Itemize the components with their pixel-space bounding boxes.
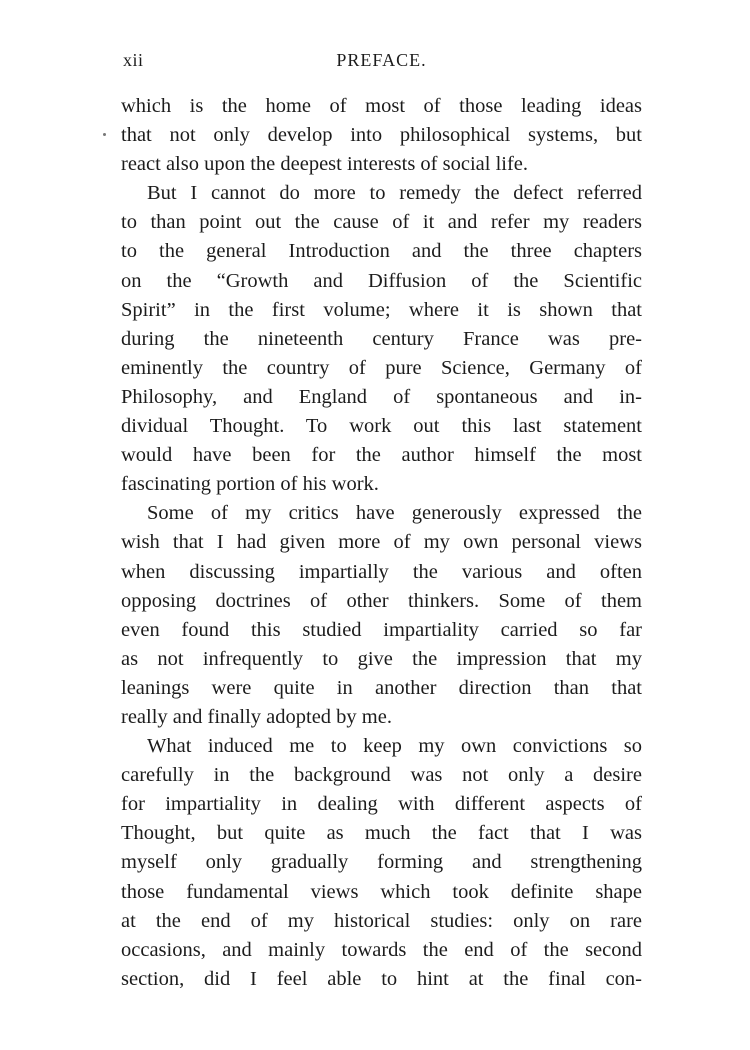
text-line: on the “Growth and Diffusion of the Scientific bbox=[121, 269, 642, 292]
text-line: dividual Thought. To work out this last statement bbox=[121, 415, 642, 438]
text-line: leanings were quite in another direction than that bbox=[121, 676, 642, 699]
text-line: at the end of my historical studies: only on rare bbox=[121, 909, 642, 932]
text-line: carefully in the background was not only a desire bbox=[121, 764, 642, 787]
text-line: Spirit” in the first volume; where it is shown that bbox=[121, 298, 642, 321]
text-line: occasions, and mainly towards the end of the second bbox=[121, 938, 642, 961]
text-line: to the general Introduction and the three chapters bbox=[121, 240, 642, 263]
text-line: really and finally adopted by me. bbox=[121, 705, 392, 728]
text-line: for impartiality in dealing with different aspects of bbox=[121, 793, 642, 816]
text-line: would have been for the author himself the most bbox=[121, 444, 642, 467]
text-line: What induced me to keep my own convictions so bbox=[147, 735, 642, 758]
text-line: during the nineteenth century France was pre- bbox=[121, 327, 642, 350]
page-number: xii bbox=[123, 50, 144, 70]
text-line: even found this studied impartiality carried so far bbox=[121, 618, 642, 641]
text-line: to than point out the cause of it and refer my readers bbox=[121, 211, 642, 234]
text-line: section, did I feel able to hint at the final con- bbox=[121, 967, 642, 990]
text-line: wish that I had given more of my own personal views bbox=[121, 531, 642, 554]
text-line: that not only develop into philosophical systems, but bbox=[121, 124, 642, 147]
text-line: Philosophy, and England of spontaneous and in- bbox=[121, 385, 642, 408]
text-line: eminently the country of pure Science, Germany of bbox=[121, 356, 642, 379]
text-line: when discussing impartially the various and often bbox=[121, 560, 642, 583]
body-text bbox=[121, 92, 642, 994]
text-line: But I cannot do more to remedy the defect referred bbox=[147, 182, 642, 205]
text-line: myself only gradually forming and strengthening bbox=[121, 851, 642, 874]
text-line: opposing doctrines of other thinkers. Some of them bbox=[121, 589, 642, 612]
running-head: PREFACE. bbox=[336, 50, 427, 70]
text-line: which is the home of most of those leading ideas bbox=[121, 95, 642, 117]
text-line: Some of my critics have generously expressed the bbox=[147, 502, 642, 525]
text-line: Thought, but quite as much the fact that I was bbox=[121, 822, 642, 845]
text-line: as not infrequently to give the impression that my bbox=[121, 647, 642, 670]
ink-speck bbox=[103, 133, 106, 136]
text-line: react also upon the deepest interests of social life. bbox=[121, 153, 529, 176]
page-header bbox=[123, 50, 640, 78]
text-line: fascinating portion of his work. bbox=[121, 473, 379, 496]
text-line: those fundamental views which took definite shape bbox=[121, 880, 642, 903]
